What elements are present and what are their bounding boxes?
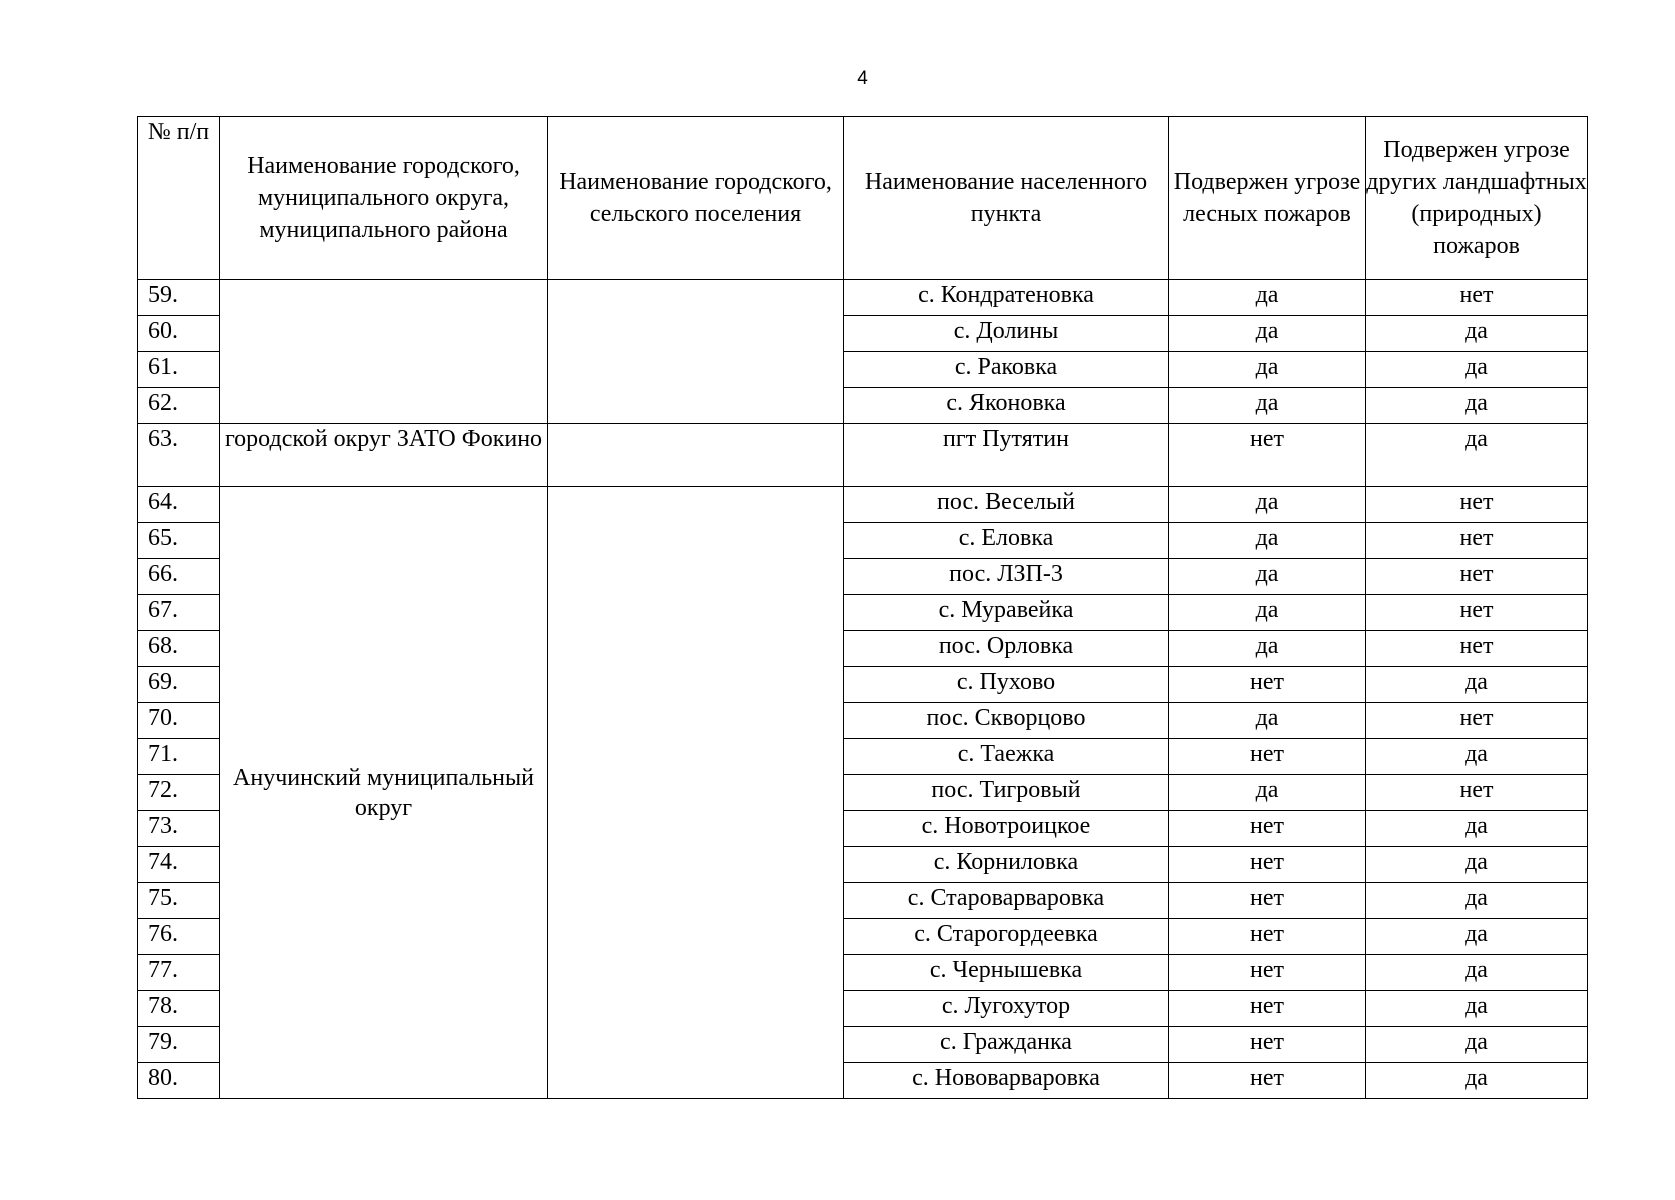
other-risk-cell: да [1366,883,1588,919]
row-number: 64. [138,487,220,523]
table-header-row [138,117,1588,280]
forest-risk-cell: да [1169,523,1366,559]
row-number: 62. [138,388,220,424]
other-risk-cell: да [1366,739,1588,775]
forest-risk-cell: нет [1169,667,1366,703]
settlements-table [137,116,1588,1099]
header-forest-fire-risk: Подвержен угрозе лесных пожаров [1169,117,1366,280]
other-risk-cell: да [1366,991,1588,1027]
district-cell-blank [220,280,548,424]
other-risk-cell: нет [1366,559,1588,595]
forest-risk-cell: нет [1169,883,1366,919]
header-number: № п/п [138,117,220,280]
locality-cell: с. Староварваровка [844,883,1169,919]
other-risk-cell: нет [1366,487,1588,523]
locality-cell: с. Старогордеевка [844,919,1169,955]
district-cell-fokino: городской округ ЗАТО Фокино [220,424,548,487]
forest-risk-cell: нет [1169,424,1366,487]
page-number: 4 [857,68,868,89]
locality-cell: пос. Тигровый [844,775,1169,811]
forest-risk-cell: да [1169,487,1366,523]
row-number: 61. [138,352,220,388]
locality-cell: с. Раковка [844,352,1169,388]
row-number: 70. [138,703,220,739]
row-number: 77. [138,955,220,991]
locality-cell: пос. Веселый [844,487,1169,523]
row-number: 76. [138,919,220,955]
row-number: 67. [138,595,220,631]
row-number: 63. [138,424,220,487]
other-risk-cell: да [1366,1027,1588,1063]
forest-risk-cell: да [1169,280,1366,316]
header-settlement-municipality: Наименование городского, сельского поселения [548,117,844,280]
locality-cell: с. Корниловка [844,847,1169,883]
row-number: 59. [138,280,220,316]
locality-cell: пос. Орловка [844,631,1169,667]
other-risk-cell: да [1366,316,1588,352]
row-number: 71. [138,739,220,775]
other-risk-cell: да [1366,811,1588,847]
forest-risk-cell: нет [1169,1063,1366,1099]
other-risk-cell: да [1366,388,1588,424]
locality-cell: с. Новотроицкое [844,811,1169,847]
locality-cell: с. Таежка [844,739,1169,775]
locality-cell: с. Лугохутор [844,991,1169,1027]
row-number: 72. [138,775,220,811]
other-risk-cell: нет [1366,631,1588,667]
locality-cell: с. Нововарваровка [844,1063,1169,1099]
forest-risk-cell: да [1169,388,1366,424]
forest-risk-cell: нет [1169,739,1366,775]
locality-cell: пгт Путятин [844,424,1169,487]
row-number: 79. [138,1027,220,1063]
table-row [138,424,1588,487]
forest-risk-cell: да [1169,703,1366,739]
row-number: 60. [138,316,220,352]
row-number: 69. [138,667,220,703]
municipality-cell-blank [548,424,844,487]
locality-cell: с. Муравейка [844,595,1169,631]
locality-cell: пос. Скворцово [844,703,1169,739]
table-row [138,280,1588,316]
table-row [138,487,1588,523]
row-number: 74. [138,847,220,883]
municipality-cell-blank [548,280,844,424]
header-other-fire-risk: Подвержен угрозе других ландшафтных (природных) пожаров [1366,117,1588,280]
forest-risk-cell: нет [1169,991,1366,1027]
forest-risk-cell: да [1169,595,1366,631]
other-risk-cell: да [1366,919,1588,955]
forest-risk-cell: да [1169,631,1366,667]
row-number: 73. [138,811,220,847]
forest-risk-cell: да [1169,559,1366,595]
header-district: Наименование городского, муниципального округа, муниципального района [220,117,548,280]
locality-cell: с. Яконовка [844,388,1169,424]
locality-cell: с. Еловка [844,523,1169,559]
other-risk-cell: нет [1366,595,1588,631]
row-number: 75. [138,883,220,919]
locality-cell: с. Чернышевка [844,955,1169,991]
forest-risk-cell: нет [1169,955,1366,991]
locality-cell: с. Пухово [844,667,1169,703]
locality-cell: пос. ЛЗП-3 [844,559,1169,595]
other-risk-cell: да [1366,955,1588,991]
forest-risk-cell: нет [1169,811,1366,847]
row-number: 78. [138,991,220,1027]
row-number: 66. [138,559,220,595]
district-cell-anuchino: Анучинский муниципальный округ [220,487,548,1099]
other-risk-cell: да [1366,424,1588,487]
other-risk-cell: да [1366,352,1588,388]
forest-risk-cell: да [1169,775,1366,811]
row-number: 68. [138,631,220,667]
other-risk-cell: да [1366,1063,1588,1099]
other-risk-cell: нет [1366,703,1588,739]
forest-risk-cell: да [1169,352,1366,388]
row-number: 65. [138,523,220,559]
other-risk-cell: нет [1366,280,1588,316]
other-risk-cell: нет [1366,775,1588,811]
row-number: 80. [138,1063,220,1099]
other-risk-cell: нет [1366,523,1588,559]
locality-cell: с. Долины [844,316,1169,352]
other-risk-cell: да [1366,667,1588,703]
other-risk-cell: да [1366,847,1588,883]
locality-cell: с. Кондратеновка [844,280,1169,316]
forest-risk-cell: нет [1169,1027,1366,1063]
municipality-cell-blank [548,487,844,1099]
header-locality: Наименование населенного пункта [844,117,1169,280]
forest-risk-cell: нет [1169,847,1366,883]
forest-risk-cell: нет [1169,919,1366,955]
locality-cell: с. Гражданка [844,1027,1169,1063]
forest-risk-cell: да [1169,316,1366,352]
